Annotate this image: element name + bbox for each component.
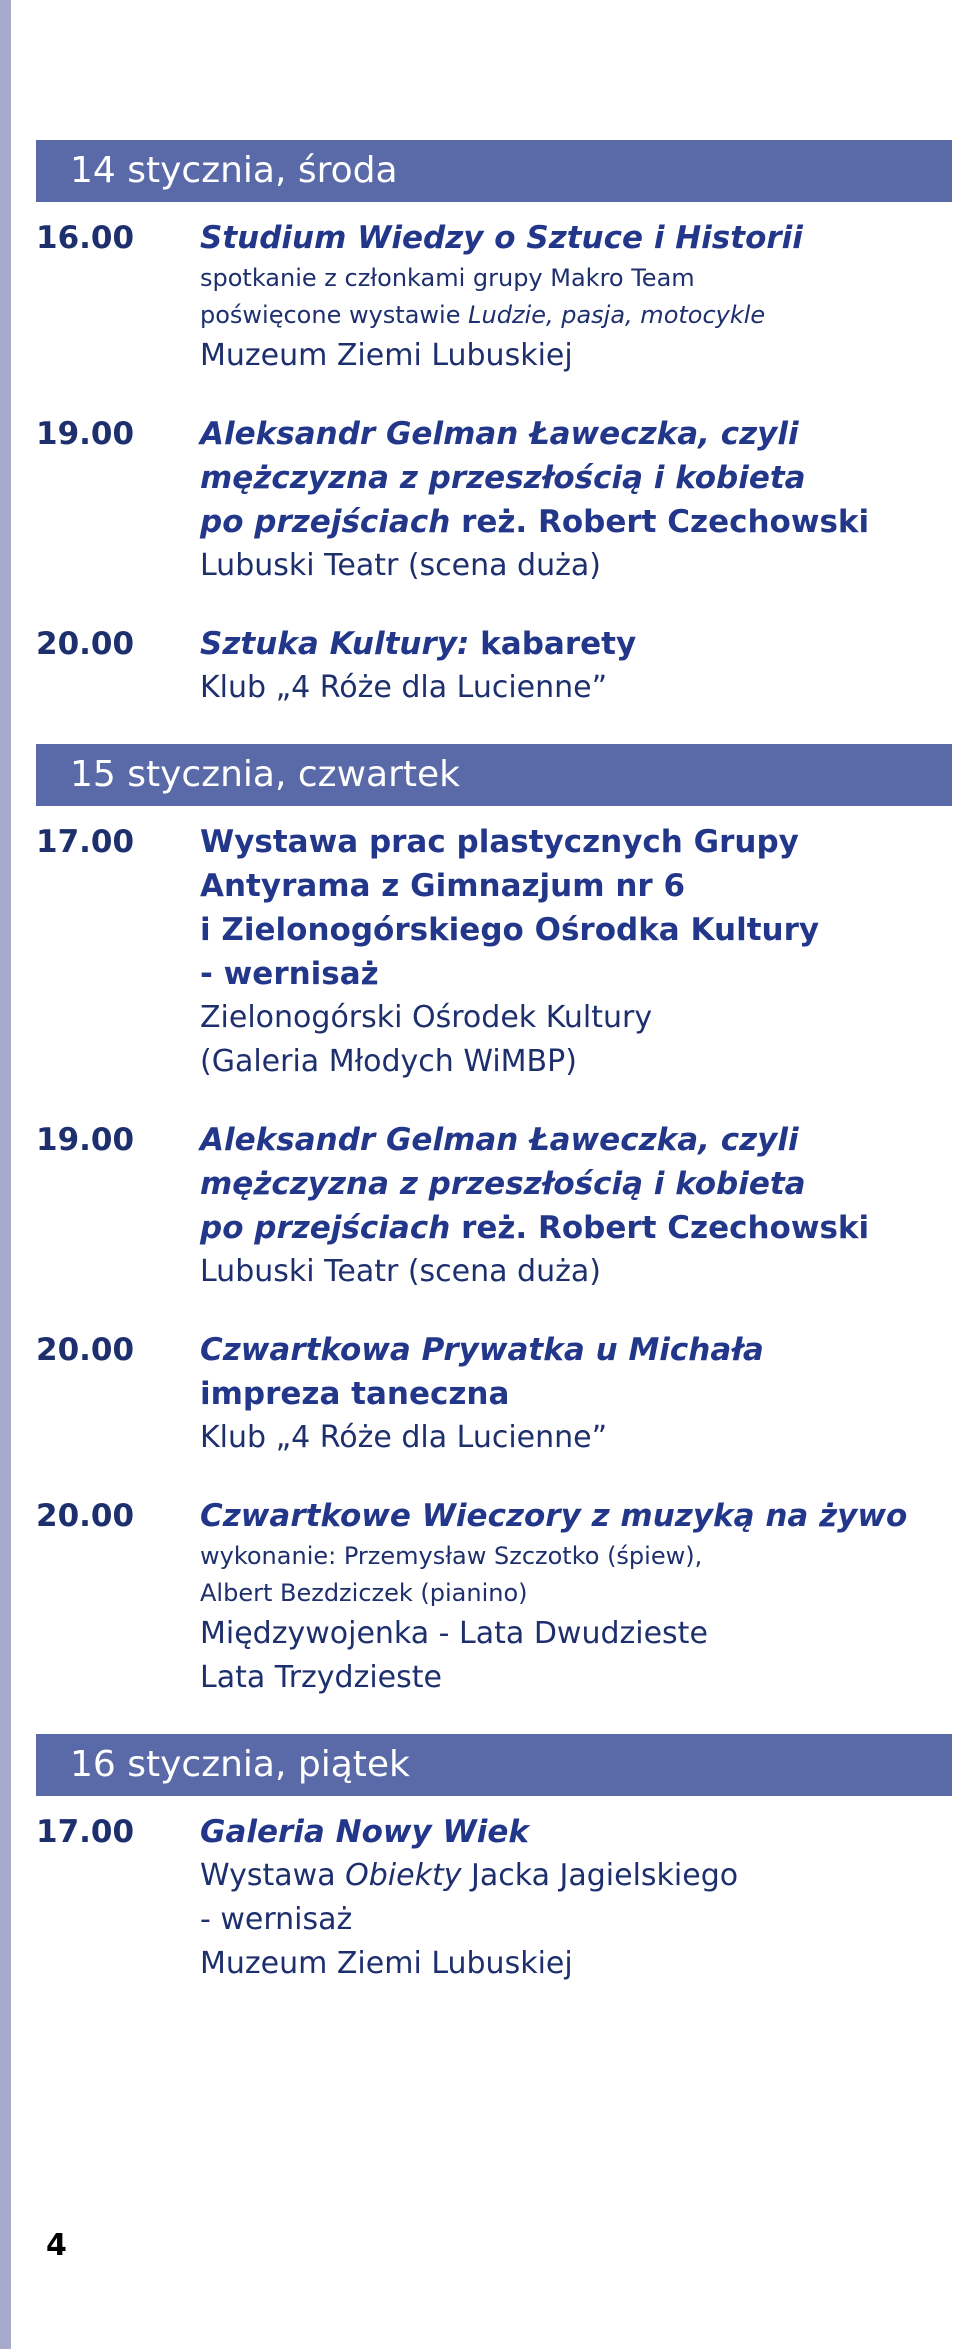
- event-time: 19.00: [36, 416, 135, 452]
- event-item: [36, 1118, 952, 1294]
- event-title-text: mężczyzna z przeszłością i kobieta: [200, 460, 806, 496]
- event-venue: Lubuski Teatr (scena duża): [200, 548, 601, 583]
- director-credit: reż. Robert Czechowski: [450, 504, 870, 540]
- event-title-rest: kabarety: [469, 626, 637, 662]
- event-description-line: spotkanie z członkami grupy Makro Team: [200, 264, 695, 292]
- event-item: [36, 412, 952, 588]
- event-venue: (Galeria Młodych WiMBP): [200, 1044, 577, 1079]
- event-venue: Zielonogórski Ośrodek Kultury: [200, 1000, 653, 1035]
- event-title-line: [200, 412, 952, 456]
- event-time: 20.00: [36, 626, 135, 662]
- event-body: [200, 1810, 952, 1986]
- day-header: 15 stycznia, czwartek: [36, 744, 952, 806]
- event-title-line: [200, 1118, 952, 1162]
- event-description-line: wykonanie: Przemysław Szczotko (śpiew),: [200, 1542, 703, 1570]
- event-time: 20.00: [36, 1332, 135, 1368]
- event-body: [200, 820, 952, 1084]
- event-time: 20.00: [36, 1498, 135, 1534]
- event-venue: Międzywojenka - Lata Dwudzieste: [200, 1616, 708, 1651]
- day-header: 14 stycznia, środa: [36, 140, 952, 202]
- event-title-text: Czwartkowa Prywatka u Michała: [200, 1332, 764, 1368]
- event-title-line: i Zielonogórskiego Ośrodka Kultury: [200, 912, 820, 948]
- exhibition-prefix: Wystawa: [200, 1858, 346, 1893]
- event-venue: Lubuski Teatr (scena duża): [200, 1254, 601, 1289]
- event-item: [36, 820, 952, 1084]
- event-venue: Muzeum Ziemi Lubuskiej: [200, 1946, 573, 1981]
- event-title: [200, 622, 952, 666]
- event-venue: Klub „4 Róże dla Lucienne”: [200, 670, 608, 705]
- event-title-text: po przejściach: [200, 504, 451, 540]
- left-margin-strip: [0, 0, 11, 2349]
- event-body: [200, 412, 952, 588]
- event-body: [200, 1118, 952, 1294]
- event-body: [200, 622, 952, 710]
- event-body: [200, 216, 952, 378]
- event-title-line: [200, 1328, 952, 1372]
- event-description-line: [200, 297, 952, 334]
- day-header: 16 stycznia, piątek: [36, 1734, 952, 1796]
- day-block-15-january: [36, 744, 952, 1700]
- event-item: [36, 1328, 952, 1460]
- event-title-text: po przejściach: [200, 1210, 451, 1246]
- event-title-line: Antyrama z Gimnazjum nr 6: [200, 868, 686, 904]
- event-body: [200, 1328, 952, 1460]
- event-title-text: Czwartkowe Wieczory z muzyką na żywo: [200, 1498, 908, 1534]
- day-block-14-january: [36, 140, 952, 710]
- event-time: 16.00: [36, 220, 135, 256]
- event-title: [200, 216, 952, 260]
- exhibition-artist: Jacka Jagielskiego: [461, 1858, 739, 1893]
- event-title: [200, 1810, 952, 1854]
- event-description-line: Albert Bezdziczek (pianino): [200, 1579, 528, 1607]
- director-credit: reż. Robert Czechowski: [450, 1210, 870, 1246]
- event-description-line: [200, 1854, 952, 1898]
- exhibition-name: Ludzie, pasja, motocykle: [468, 301, 766, 329]
- event-venue: Klub „4 Róże dla Lucienne”: [200, 1420, 608, 1455]
- event-time: 17.00: [36, 824, 135, 860]
- event-title-text: Sztuka Kultury:: [200, 626, 470, 662]
- event-title-text: Studium Wiedzy o Sztuce i Historii: [200, 220, 803, 256]
- exhibition-name: Obiekty: [345, 1858, 462, 1893]
- page-number: 4: [46, 2228, 67, 2263]
- event-title-line: [200, 456, 952, 500]
- event-title-text: Galeria Nowy Wiek: [200, 1814, 529, 1850]
- event-item: [36, 1494, 952, 1700]
- event-title-line: [200, 500, 952, 544]
- schedule-content: [36, 140, 952, 2020]
- event-title-line: Wystawa prac plastycznych Grupy: [200, 824, 799, 860]
- event-venue: Muzeum Ziemi Lubuskiej: [200, 338, 573, 373]
- event-description-line: - wernisaż: [200, 1902, 353, 1937]
- event-title-text: mężczyzna z przeszłością i kobieta: [200, 1166, 806, 1202]
- event-body: [200, 1494, 952, 1700]
- description-text: poświęcone wystawie: [200, 301, 469, 329]
- event-title-line: - wernisaż: [200, 956, 379, 992]
- event-item: [36, 216, 952, 378]
- event-title-text: Aleksandr Gelman Ławeczka, czyli: [200, 1122, 799, 1158]
- event-item: [36, 622, 952, 710]
- day-block-16-january: [36, 1734, 952, 1986]
- event-title-line: impreza taneczna: [200, 1376, 510, 1412]
- event-title: [200, 1494, 952, 1538]
- event-venue: Lata Trzydzieste: [200, 1660, 442, 1695]
- event-item: [36, 1810, 952, 1986]
- event-time: 17.00: [36, 1814, 135, 1850]
- event-title-text: Aleksandr Gelman Ławeczka, czyli: [200, 416, 799, 452]
- event-title-line: [200, 1206, 952, 1250]
- event-title-line: [200, 1162, 952, 1206]
- event-time: 19.00: [36, 1122, 135, 1158]
